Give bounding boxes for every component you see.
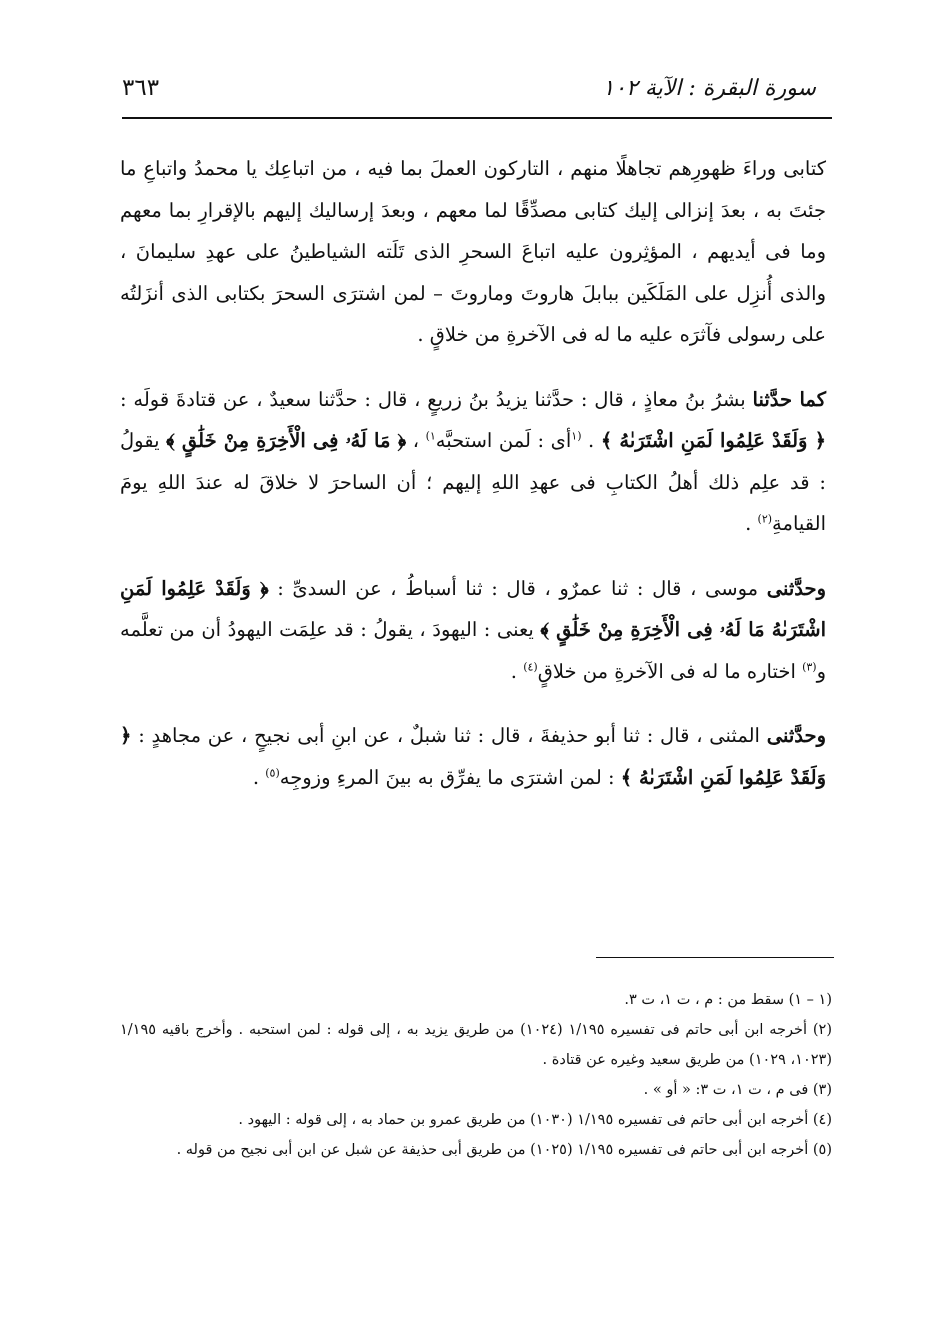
paragraph-text: : لمن اشترَى ما يفرِّق به بينَ المرءِ وزوجِه <box>279 765 621 789</box>
paragraph-text: . <box>745 512 758 535</box>
paragraph-lead: كما حدَّثنا <box>752 387 826 411</box>
paragraph-text: يعنى : اليهودَ ، يقولُ : قد علِمَت اليهودُ أن من تعلَّمه و <box>120 618 826 683</box>
paragraph-text: موسى ، قال : ثنا عمرٌو ، قال : ثنا أسباطُ ، عن السدىِّ : <box>268 576 767 600</box>
footnote-marker: (٢) <box>757 512 773 526</box>
footnote-rule <box>596 957 834 958</box>
quran-quote: ﴿ مَا لَهُۥ فِى الْأَخِرَةِ مِنْ خَلَٰقٍ ﴾ <box>166 429 407 452</box>
paragraph-lead: وحدَّثنى <box>766 724 826 747</box>
quran-quote: ﴿ وَلَقَدْ عَلِمُوا لَمَنِ اشْتَرَىٰهُ ﴾ <box>600 429 826 452</box>
paragraph-text: المثنى ، قال : ثنا أبو حذيفةَ ، قال : ثنا شبلٌ ، عن ابنِ أبى نجيحٍ ، عن مجاهدٍ : <box>131 724 767 747</box>
paragraph-text: ، <box>406 429 426 452</box>
footnote-marker: (٥) <box>265 766 280 779</box>
paragraph-text: . <box>581 429 601 452</box>
footnote-marker: (١ <box>571 429 582 443</box>
paragraph-4 <box>120 715 826 798</box>
footnote-marker: (٤) <box>523 660 538 673</box>
main-text <box>120 148 826 821</box>
paragraph-text: يقولُ : قد علِم ذلك أهلُ الكتابِ فى عهدِ اللهِ إليهم ؛ أن الساحرَ لا خلاقَ له عندَ اللهِ يومَ القيامةِ <box>120 429 826 535</box>
footnote-1: (١ – ١) سقط من : م ، ت ١، ت ٣. <box>624 992 832 1008</box>
paragraph-text: أى : لَمن استحبَّه <box>435 429 572 452</box>
page-header <box>122 66 816 110</box>
paragraph-3 <box>120 568 826 693</box>
paragraph-text: بشرُ بنُ معاذٍ ، قال : حدَّثنا يزيدُ بنُ زريعٍ ، قال : حدَّثنا سعيدٌ ، عن قتادةَ قولَه : <box>120 387 753 411</box>
paragraph-1 <box>120 148 826 356</box>
header-rule <box>122 117 832 119</box>
footnote-4: (٤) أخرجه ابن أبى حاتم فى تفسيره ١/١٩٥ (١٠٣٠) من طريق عمرو بن حماد به ، إلى قوله : اليهود . <box>238 1112 832 1128</box>
paragraph-text: . <box>252 765 266 789</box>
footnote-3: (٣) فى م ، ت ١، ت ٣: « أو » . <box>643 1082 832 1098</box>
paragraph-text: . <box>510 659 524 683</box>
footnote-5: (٥) أخرجه ابن أبى حاتم فى تفسيره ١/١٩٥ (١٠٢٥) من طريق أبى حذيفة عن شبل عن ابن أبى نجيح من قوله . <box>176 1142 832 1158</box>
footnote-marker: ١) <box>425 429 436 443</box>
quran-quote: ﴿ وَلَقَدْ عَلِمُوا لَمَنِ اشْتَرَىٰهُ ﴾ <box>120 724 826 789</box>
footnote-2: (٢) أخرجه ابن أبى حاتم فى تفسيره ١/١٩٥ (١٠٢٤) من طريق يزيد به ، إلى قوله : لمن استحبه . وأخرج باقيه ١/١٩٥ (١٠٢٣، ١٠٢٩) من طريق سعيد وغيره عن قتادة . <box>120 1022 832 1068</box>
quran-quote: ﴿ وَلَقَدْ عَلِمُوا لَمَنِ اشْتَرَىٰهُ مَا لَهُۥ فِى الْأَخِرَةِ مِنْ خَلَٰقٍ ﴾ <box>120 576 826 641</box>
paragraph-lead: وحدَّثنى <box>766 576 826 600</box>
paragraph-2 <box>120 379 826 545</box>
running-title: سورة البقرة : الآية ١٠٢ <box>602 75 816 101</box>
footnotes <box>120 985 832 1165</box>
paragraph-text: اختاره ما له فى الآخرةِ من خلاقٍ <box>537 659 803 683</box>
paragraph-text: كتابى وراءَ ظهورِهم تجاهلًا منهم ، التاركون العملَ بما فيه ، من اتباعِك يا محمدُ واتباعِ ما جئتَ به ، بعدَ إنزالى إليك كتابى مصدِّقًا لما معهم ، وبعدَ إرساليك إليهم بالإقرارِ بما معهم وما فى أيديهم ، المؤثِرون عليه اتباعَ السحرِ الذى تَلَته الشياطينُ على عهدِ سليمانَ ، والذى أُنزِل على المَلَكَين ببابلَ هاروتَ وماروتَ – لمن اشترَى السحرَ بكتابى الذى أنزَلتُه على رسولى فآثرَه عليه ما له فى الآخرةِ من خلاقٍ . <box>120 157 826 346</box>
footnote-marker: (٣) <box>802 660 817 673</box>
page-number: ٣٦٣ <box>122 75 160 101</box>
